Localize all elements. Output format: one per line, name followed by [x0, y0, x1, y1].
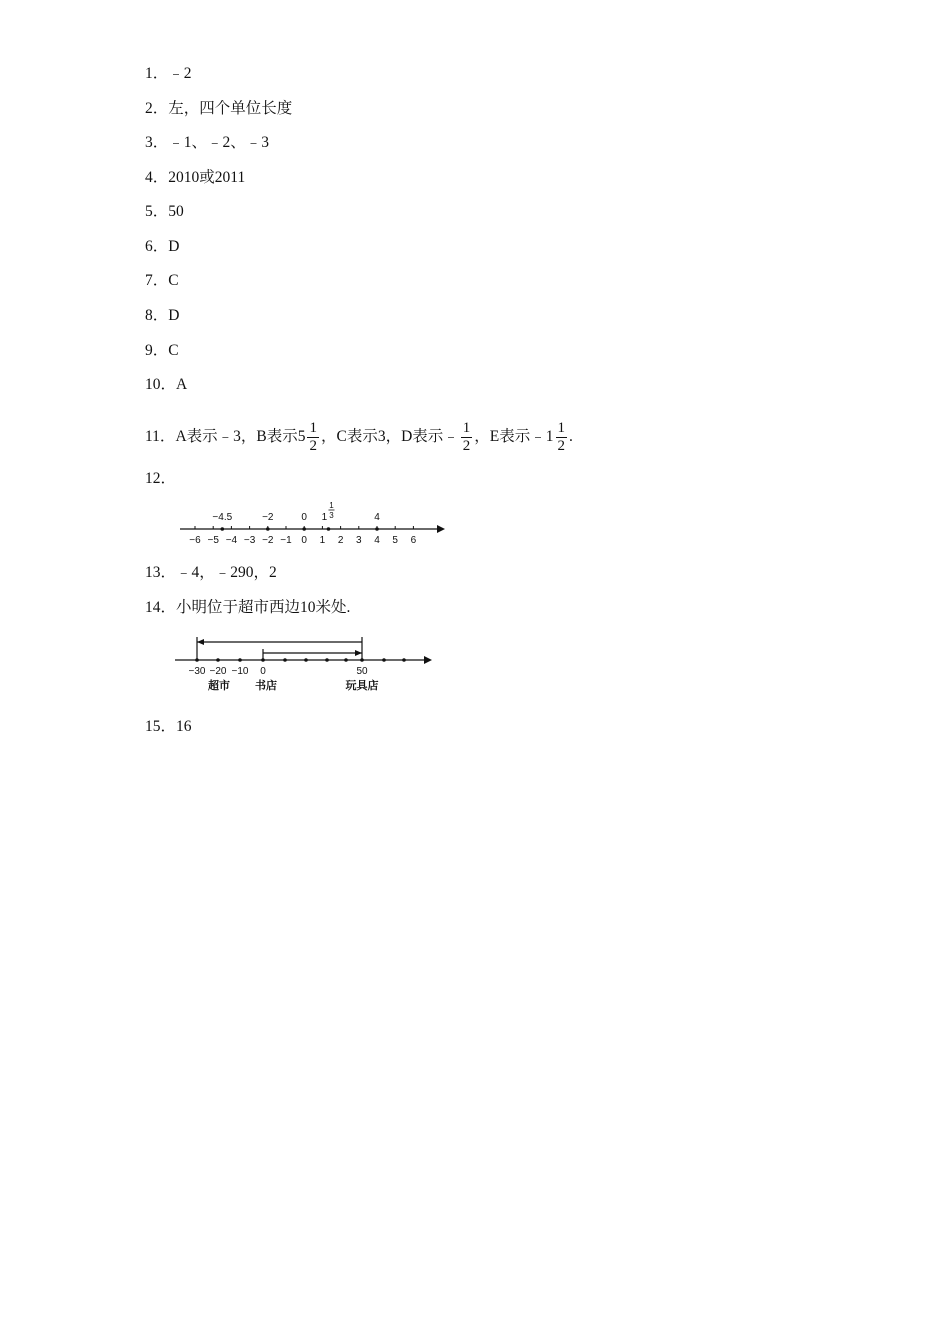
answer-number: 12． — [145, 470, 177, 487]
fraction-one-half — [461, 420, 473, 455]
tick-label: −30 — [188, 666, 206, 677]
answer-text: D — [168, 307, 180, 324]
tick-label: 3 — [356, 535, 362, 546]
answer-15 — [145, 717, 192, 737]
answer-5 — [145, 202, 184, 222]
fraction-one-half — [307, 420, 319, 455]
marked-point — [266, 527, 270, 531]
tick-label: −3 — [243, 535, 256, 546]
answer-number: 14． — [145, 599, 177, 616]
marked-point — [302, 527, 306, 531]
marked-point — [375, 527, 379, 531]
answer-4 — [145, 168, 245, 188]
answer-11-part-2: ，C表示3，D表示﹣ — [320, 428, 459, 446]
number-line-dot — [261, 658, 265, 662]
number-line-dot — [238, 658, 242, 662]
point-label: −4.5 — [212, 512, 233, 523]
number-line-dot — [360, 658, 364, 662]
place-label-supermarket: 超市 — [208, 680, 230, 692]
number-line-figure-14 — [172, 632, 437, 694]
tick-label: 0 — [301, 535, 307, 546]
answer-11 — [145, 420, 573, 455]
fraction-numerator: 1 — [329, 501, 334, 510]
answer-text: ﹣1、﹣2、﹣3 — [168, 134, 270, 151]
tick-label: −10 — [231, 666, 249, 677]
answer-text: 16 — [176, 718, 192, 735]
number-line-dot — [325, 658, 329, 662]
fraction-numerator: 1 — [557, 420, 565, 436]
tick-label: 0 — [260, 666, 266, 677]
answer-11-part-4: . — [569, 428, 573, 446]
answer-text: 左，四个单位长度 — [168, 100, 293, 117]
tick-label: 50 — [356, 666, 368, 677]
point-label: 4 — [374, 512, 380, 523]
answer-number: 15． — [145, 718, 177, 735]
tick-label: 4 — [374, 535, 380, 546]
place-label-toystore: 玩具店 — [345, 680, 379, 692]
fraction-denominator: 2 — [309, 438, 317, 454]
marked-point — [221, 527, 225, 531]
answer-text: A — [176, 376, 188, 393]
fraction-numerator: 1 — [462, 420, 471, 436]
answer-text: D — [168, 238, 180, 255]
marked-point — [327, 527, 331, 531]
tick-label: −20 — [209, 666, 227, 677]
answer-12 — [145, 469, 176, 489]
tick-label: −4 — [225, 535, 238, 546]
arrow-head-icon — [197, 639, 204, 645]
fraction-denominator: 2 — [462, 438, 471, 454]
point-label: 0 — [301, 512, 307, 523]
answer-number: 9． — [145, 342, 169, 359]
answer-3 — [145, 133, 269, 153]
number-line-dot — [216, 658, 220, 662]
answer-number: 10． — [145, 376, 177, 393]
answer-number: 13． — [145, 564, 177, 581]
answer-number: 4． — [145, 169, 169, 186]
answer-2 — [145, 99, 292, 119]
answer-number: 3． — [145, 134, 169, 151]
arrow-head-icon — [355, 650, 362, 656]
tick-label: 5 — [392, 535, 398, 546]
arrow-head-icon — [437, 525, 445, 533]
answer-number: 11． — [145, 428, 176, 446]
number-line-dot — [195, 658, 199, 662]
answer-13 — [145, 563, 277, 583]
answer-number: 6． — [145, 238, 169, 255]
point-label: −2 — [262, 512, 274, 523]
fraction-denominator: 3 — [329, 511, 334, 520]
answer-6 — [145, 237, 179, 257]
arrow-head-icon — [424, 656, 432, 664]
answer-text: ﹣2 — [168, 65, 192, 82]
answer-9 — [145, 341, 179, 361]
answer-text: 2010或2011 — [168, 169, 246, 186]
tick-label: 1 — [319, 535, 326, 546]
tick-label: −2 — [262, 535, 274, 546]
answer-11-part-3: ，E表示﹣1 — [474, 428, 554, 446]
number-line-figure-12 — [175, 500, 450, 550]
answer-number: 2． — [145, 100, 169, 117]
number-line-dot — [344, 658, 348, 662]
answer-text: C — [168, 342, 179, 359]
tick-label: 6 — [410, 535, 417, 546]
answer-10 — [145, 375, 187, 395]
number-line-dot — [283, 658, 287, 662]
number-line-dot — [382, 658, 386, 662]
number-line-dot — [402, 658, 406, 662]
answer-number: 7． — [145, 272, 169, 289]
answer-14 — [145, 598, 350, 618]
fraction-numerator: 1 — [309, 420, 317, 436]
answer-7 — [145, 271, 179, 291]
number-line-dot — [304, 658, 308, 662]
answer-number: 5． — [145, 203, 169, 220]
place-label-bookstore: 书店 — [255, 680, 277, 692]
fraction-denominator: 2 — [557, 438, 565, 454]
point-label: 1 — [321, 512, 328, 523]
fraction-one-half — [556, 420, 568, 455]
tick-label: 2 — [337, 535, 344, 546]
number-line-marked-points — [212, 501, 380, 531]
answer-number: 1． — [145, 65, 169, 82]
tick-label: −6 — [189, 535, 201, 546]
answer-text: 50 — [168, 203, 184, 220]
answer-8 — [145, 306, 179, 326]
answer-number: 8． — [145, 307, 169, 324]
answer-1 — [145, 64, 192, 84]
answer-11-part-1: A表示﹣3，B表示5 — [175, 428, 306, 446]
answer-text: ﹣4，﹣290，2 — [176, 564, 277, 581]
tick-label: −1 — [280, 535, 292, 546]
tick-label: −5 — [207, 535, 219, 546]
answer-text: C — [168, 272, 179, 289]
answer-text: 小明位于超市西边10米处. — [176, 599, 351, 616]
